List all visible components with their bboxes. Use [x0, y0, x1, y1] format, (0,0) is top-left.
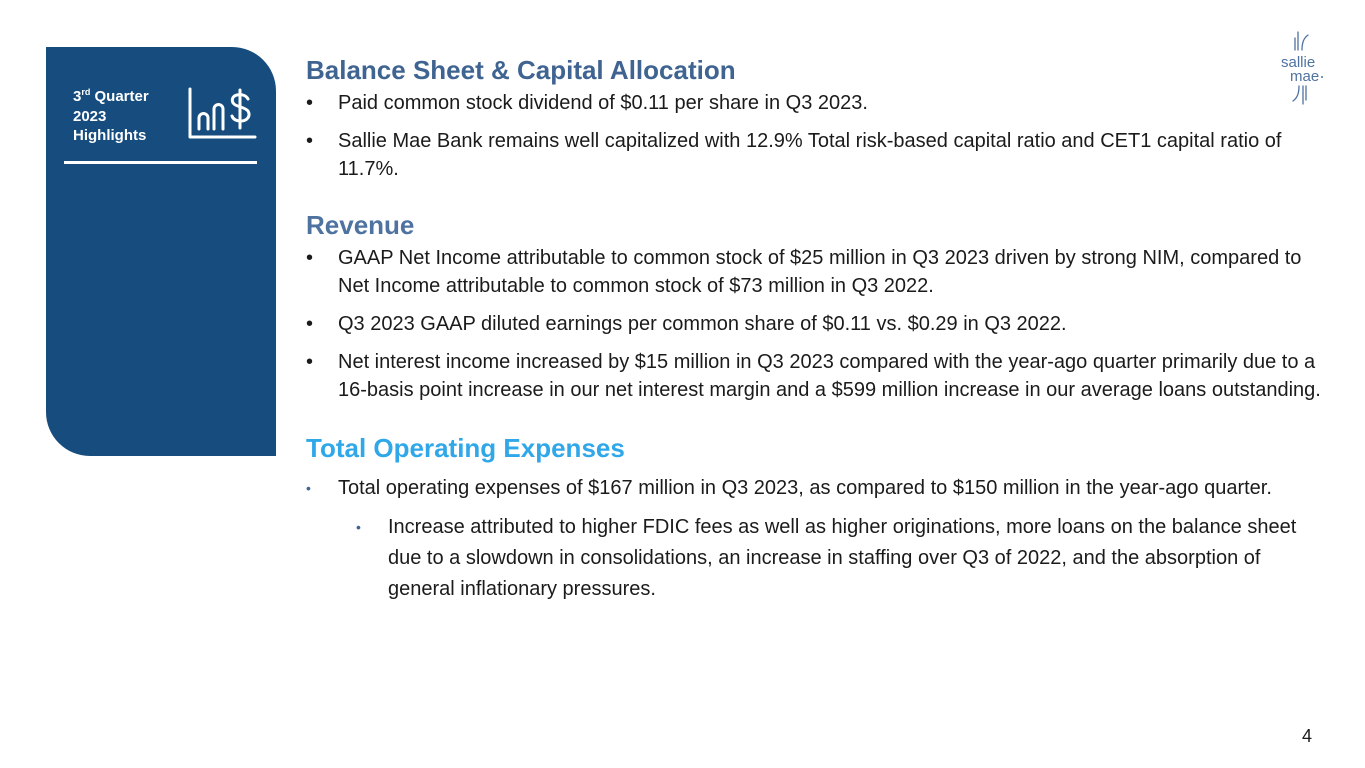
highlights-sidebar	[46, 47, 276, 456]
bullet-item: • GAAP Net Income attributable to common stock of $25 million in Q3 2023 driven by strong NIM, compared to Net Income attributable to common stock of $73 million in Q3 2022.	[306, 247, 1302, 297]
sidebar-divider	[64, 161, 257, 164]
section-heading: Balance Sheet & Capital Allocation	[306, 55, 736, 85]
sidebar-title: 3rd Quarter 2023 Highlights	[73, 87, 149, 144]
svg-text:sallie: sallie	[1281, 54, 1316, 71]
section-revenue	[306, 209, 1326, 404]
svg-text:mae: mae	[1290, 68, 1320, 85]
content-area	[306, 54, 1326, 605]
sub-bullet-item: • Increase attributed to higher FDIC fees as well as higher originations, more loans on the balance sheet due to a slowdown in consolidations, an increase in staffing over Q3 of 2022, and the absorption of general inflationary pressures.	[356, 516, 1297, 600]
page-number: 4	[1301, 726, 1312, 746]
bullet-item: • Total operating expenses of $167 million in Q3 2023, as compared to $150 million in the year-ago quarter.	[306, 477, 1272, 499]
section-balance-sheet	[306, 54, 1326, 183]
section-operating-expenses	[306, 432, 1326, 605]
bullet-item: • Sallie Mae Bank remains well capitalized with 12.9% Total risk-based capital ratio and CET1 capital ratio of 11.7%.	[306, 130, 1282, 180]
bar-chart-dollar-icon	[187, 85, 259, 143]
bullet-item: • Net interest income increased by $15 million in Q3 2023 compared with the year-ago quarter primarily due to a 16-basis point increase in our net interest margin and a $599 million increase in our average loans outstanding.	[306, 351, 1321, 401]
bullet-item: • Paid common stock dividend of $0.11 per share in Q3 2023.	[306, 92, 868, 114]
section-heading: Total Operating Expenses	[306, 433, 625, 463]
bullet-item: • Q3 2023 GAAP diluted earnings per common share of $0.11 vs. $0.29 in Q3 2022.	[306, 313, 1067, 335]
section-heading: Revenue	[306, 210, 415, 240]
